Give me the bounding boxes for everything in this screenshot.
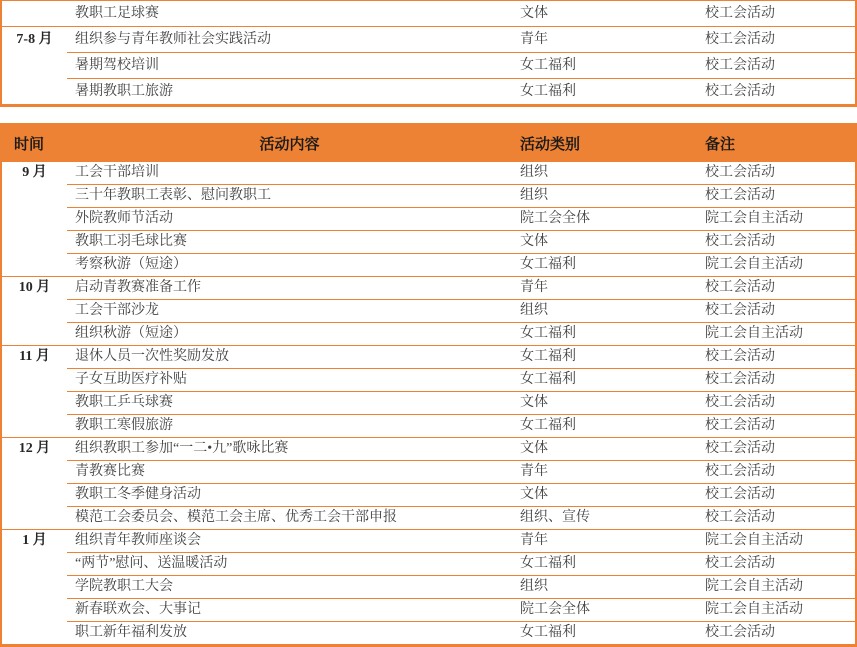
content-cell: 教职工足球赛: [75, 6, 159, 21]
content-cell: 教职工羽毛球比赛: [75, 234, 187, 249]
category-cell: 组织: [520, 303, 548, 318]
time-cell: 11 月: [19, 349, 50, 364]
content-cell: 外院教师节活动: [75, 211, 173, 226]
table-row: [67, 598, 855, 621]
content-cell: 模范工会委员会、模范工会主席、优秀工会干部申报: [75, 510, 397, 525]
time-cell: 9 月: [22, 165, 47, 180]
category-cell: 女工福利: [520, 326, 576, 341]
content-cell: 退休人员一次性奖励发放: [75, 349, 229, 364]
content-cell: 子女互助医疗补贴: [75, 372, 187, 387]
note-cell: 院工会自主活动: [705, 211, 803, 226]
content-cell: 组织秋游（短途）: [75, 326, 187, 341]
group-rows: [67, 346, 855, 437]
time-group: [2, 437, 855, 529]
table-row: [67, 506, 855, 529]
table-row: [67, 460, 855, 483]
content-cell: 青教赛比赛: [75, 464, 145, 479]
note-cell: 校工会活动: [705, 556, 775, 571]
note-cell: 校工会活动: [705, 280, 775, 295]
content-cell: “两节”慰问、送温暖活动: [75, 556, 228, 571]
table-body-continued: [2, 1, 855, 104]
content-cell: 工会干部培训: [75, 165, 159, 180]
table-row: [67, 322, 855, 345]
category-cell: 女工福利: [520, 625, 576, 640]
category-cell: 女工福利: [520, 84, 576, 99]
table-row: [67, 299, 855, 322]
note-cell: 校工会活动: [705, 58, 775, 73]
group-rows: [67, 162, 855, 276]
table-row: [67, 162, 855, 184]
category-cell: 院工会全体: [520, 211, 590, 226]
content-cell: 职工新年福利发放: [75, 625, 187, 640]
category-cell: 文体: [520, 234, 548, 249]
note-cell: 校工会活动: [705, 487, 775, 502]
category-cell: 女工福利: [520, 372, 576, 387]
note-cell: 校工会活动: [705, 303, 775, 318]
group-rows: [67, 438, 855, 529]
time-cell: [2, 1, 67, 26]
category-cell: 青年: [520, 280, 548, 295]
table-row: [67, 27, 855, 52]
table-row: [67, 253, 855, 276]
category-cell: 组织、宣传: [520, 510, 590, 525]
category-cell: 青年: [520, 32, 548, 47]
category-cell: 文体: [520, 6, 548, 21]
group-rows: [67, 530, 855, 644]
table-row: [67, 78, 855, 104]
time-group: [2, 26, 855, 104]
note-cell: 院工会自主活动: [705, 533, 803, 548]
note-cell: 校工会活动: [705, 510, 775, 525]
category-cell: 青年: [520, 464, 548, 479]
content-cell: 启动青教赛准备工作: [75, 280, 201, 295]
category-cell: 文体: [520, 395, 548, 410]
table-row: [67, 207, 855, 230]
time-group: [2, 276, 855, 345]
category-cell: 女工福利: [520, 58, 576, 73]
table-row: [67, 483, 855, 506]
column-header-category: 活动类别: [520, 136, 581, 153]
column-header-content: 活动内容: [259, 136, 320, 153]
time-group: [2, 162, 855, 276]
category-cell: 组织: [520, 188, 548, 203]
note-cell: 院工会自主活动: [705, 326, 803, 341]
table-row: [67, 575, 855, 598]
table-row: [67, 368, 855, 391]
column-header-time: 时间: [14, 136, 45, 153]
table-row: [67, 530, 855, 552]
category-cell: 女工福利: [520, 257, 576, 272]
time-group: [2, 1, 855, 26]
group-rows: [67, 27, 855, 104]
note-cell: 校工会活动: [705, 165, 775, 180]
content-cell: 暑期驾校培训: [75, 58, 159, 73]
category-cell: 文体: [520, 487, 548, 502]
group-rows: [67, 1, 855, 26]
activity-table-continued: [0, 0, 857, 107]
table-body: [2, 162, 855, 644]
table-row: [67, 184, 855, 207]
content-cell: 三十年教职工表彰、慰问教职工: [75, 188, 271, 203]
note-cell: 校工会活动: [705, 395, 775, 410]
content-cell: 教职工寒假旅游: [75, 418, 173, 433]
column-header-note: 备注: [705, 136, 736, 153]
note-cell: 校工会活动: [705, 349, 775, 364]
category-cell: 女工福利: [520, 556, 576, 571]
table-row: [67, 414, 855, 437]
time-cell: 1 月: [22, 533, 47, 548]
category-cell: 文体: [520, 441, 548, 456]
note-cell: 校工会活动: [705, 372, 775, 387]
note-cell: 校工会活动: [705, 418, 775, 433]
note-cell: 校工会活动: [705, 464, 775, 479]
table-header-row: [2, 125, 855, 162]
table-row: [67, 552, 855, 575]
content-cell: 组织教职工参加“一二•九”歌咏比赛: [75, 441, 289, 456]
table-row: [67, 438, 855, 460]
category-cell: 女工福利: [520, 418, 576, 433]
note-cell: 校工会活动: [705, 441, 775, 456]
content-cell: 暑期教职工旅游: [75, 84, 173, 99]
category-cell: 院工会全体: [520, 602, 590, 617]
content-cell: 教职工乒乓球赛: [75, 395, 173, 410]
note-cell: 院工会自主活动: [705, 602, 803, 617]
time-cell: 12 月: [18, 441, 51, 456]
content-cell: 新春联欢会、大事记: [75, 602, 201, 617]
time-group: [2, 529, 855, 644]
table-row: [67, 230, 855, 253]
table-row: [67, 277, 855, 299]
content-cell: 教职工冬季健身活动: [75, 487, 201, 502]
note-cell: 校工会活动: [705, 625, 775, 640]
content-cell: 组织参与青年教师社会实践活动: [75, 32, 271, 47]
content-cell: 考察秋游（短途）: [75, 257, 187, 272]
category-cell: 女工福利: [520, 349, 576, 364]
table-row: [67, 1, 855, 26]
note-cell: 校工会活动: [705, 84, 775, 99]
note-cell: 院工会自主活动: [705, 257, 803, 272]
table-row: [67, 391, 855, 414]
note-cell: 校工会活动: [705, 234, 775, 249]
note-cell: 校工会活动: [705, 188, 775, 203]
category-cell: 组织: [520, 579, 548, 594]
content-cell: 工会干部沙龙: [75, 303, 159, 318]
table-row: [67, 346, 855, 368]
time-cell: 10 月: [18, 280, 51, 295]
content-cell: 学院教职工大会: [75, 579, 173, 594]
time-group: [2, 345, 855, 437]
time-cell: 7-8 月: [16, 32, 53, 47]
category-cell: 组织: [520, 165, 548, 180]
category-cell: 青年: [520, 533, 548, 548]
content-cell: 组织青年教师座谈会: [75, 533, 201, 548]
group-rows: [67, 277, 855, 345]
note-cell: 校工会活动: [705, 32, 775, 47]
table-row: [67, 621, 855, 644]
table-row: [67, 52, 855, 78]
activity-table: [0, 123, 857, 647]
note-cell: 校工会活动: [705, 6, 775, 21]
note-cell: 院工会自主活动: [705, 579, 803, 594]
